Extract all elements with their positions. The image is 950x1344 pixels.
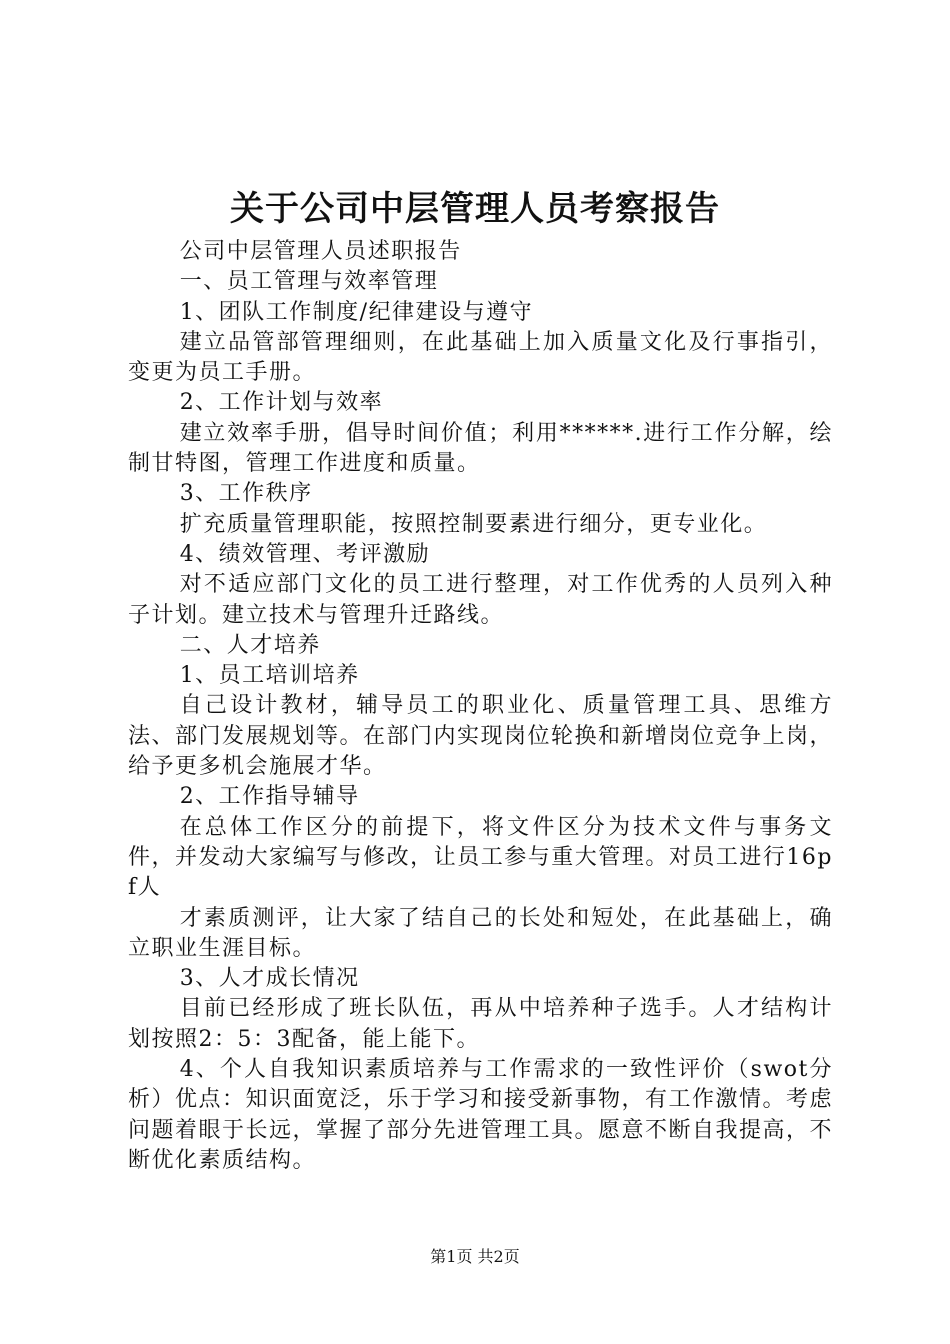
paragraph: 扩充质量管理职能，按照控制要素进行细分，更专业化。 <box>179 511 768 537</box>
document-title: 关于公司中层管理人员考察报告 <box>230 189 720 229</box>
paragraph: 4、个人自我知识素质培养与工作需求的一致性评价（swot分析）优点：知识面宽泛，乐于学习和接受新事物，有工作激情。考虑问题着眼于长远，掌握了部分先进管理工具。愿意不断自我提高，不断优化素质结构。 <box>128 1057 834 1173</box>
subheading-2-1: 1、员工培训培养 <box>179 663 360 689</box>
section-heading-2: 二、人才培养 <box>179 632 321 658</box>
subheading-2-3: 3、人才成长情况 <box>179 966 360 992</box>
paragraph-report-heading: 公司中层管理人员述职报告 <box>179 239 462 264</box>
subheading-1-4: 4、绩效管理、考评激励 <box>179 541 431 567</box>
document-body <box>128 237 833 1176</box>
paragraph: 目前已经形成了班长队伍，再从中培养种子选手。人才结构计划按照2：5：3配备，能上能下。 <box>128 996 833 1052</box>
paragraph: 在总体工作区分的前提下，将文件区分为技术文件与事务文件，并发动大家编写与修改，让员工参与重大管理。对员工进行16pf人 <box>128 814 833 901</box>
subheading-1-3: 3、工作秩序 <box>179 481 313 507</box>
paragraph: 自己设计教材，辅导员工的职业化、质量管理工具、思维方法、部门发展规划等。在部门内实现岗位轮换和新增岗位竞争上岗，给予更多机会施展才华。 <box>128 693 834 780</box>
paragraph: 才素质测评，让大家了结自己的长处和短处，在此基础上，确立职业生涯目标。 <box>128 905 833 961</box>
page-footer: 第1页 共2页 <box>430 1247 520 1266</box>
subheading-2-2: 2、工作指导辅导 <box>179 784 360 810</box>
paragraph: 建立效率手册，倡导时间价值；利用******.进行工作分解，绘制甘特图，管理工作进度和质量。 <box>128 420 833 477</box>
subheading-1-2: 2、工作计划与效率 <box>179 390 384 416</box>
paragraph: 对不适应部门文化的员工进行整理，对工作优秀的人员列入种子计划。建立技术与管理升迁路线。 <box>128 572 833 628</box>
paragraph: 建立品管部管理细则，在此基础上加入质量文化及行事指引，变更为员工手册。 <box>128 329 833 386</box>
section-heading-1: 一、员工管理与效率管理 <box>179 269 439 295</box>
subheading-1-1: 1、团队工作制度/纪律建设与遵守 <box>179 299 534 325</box>
